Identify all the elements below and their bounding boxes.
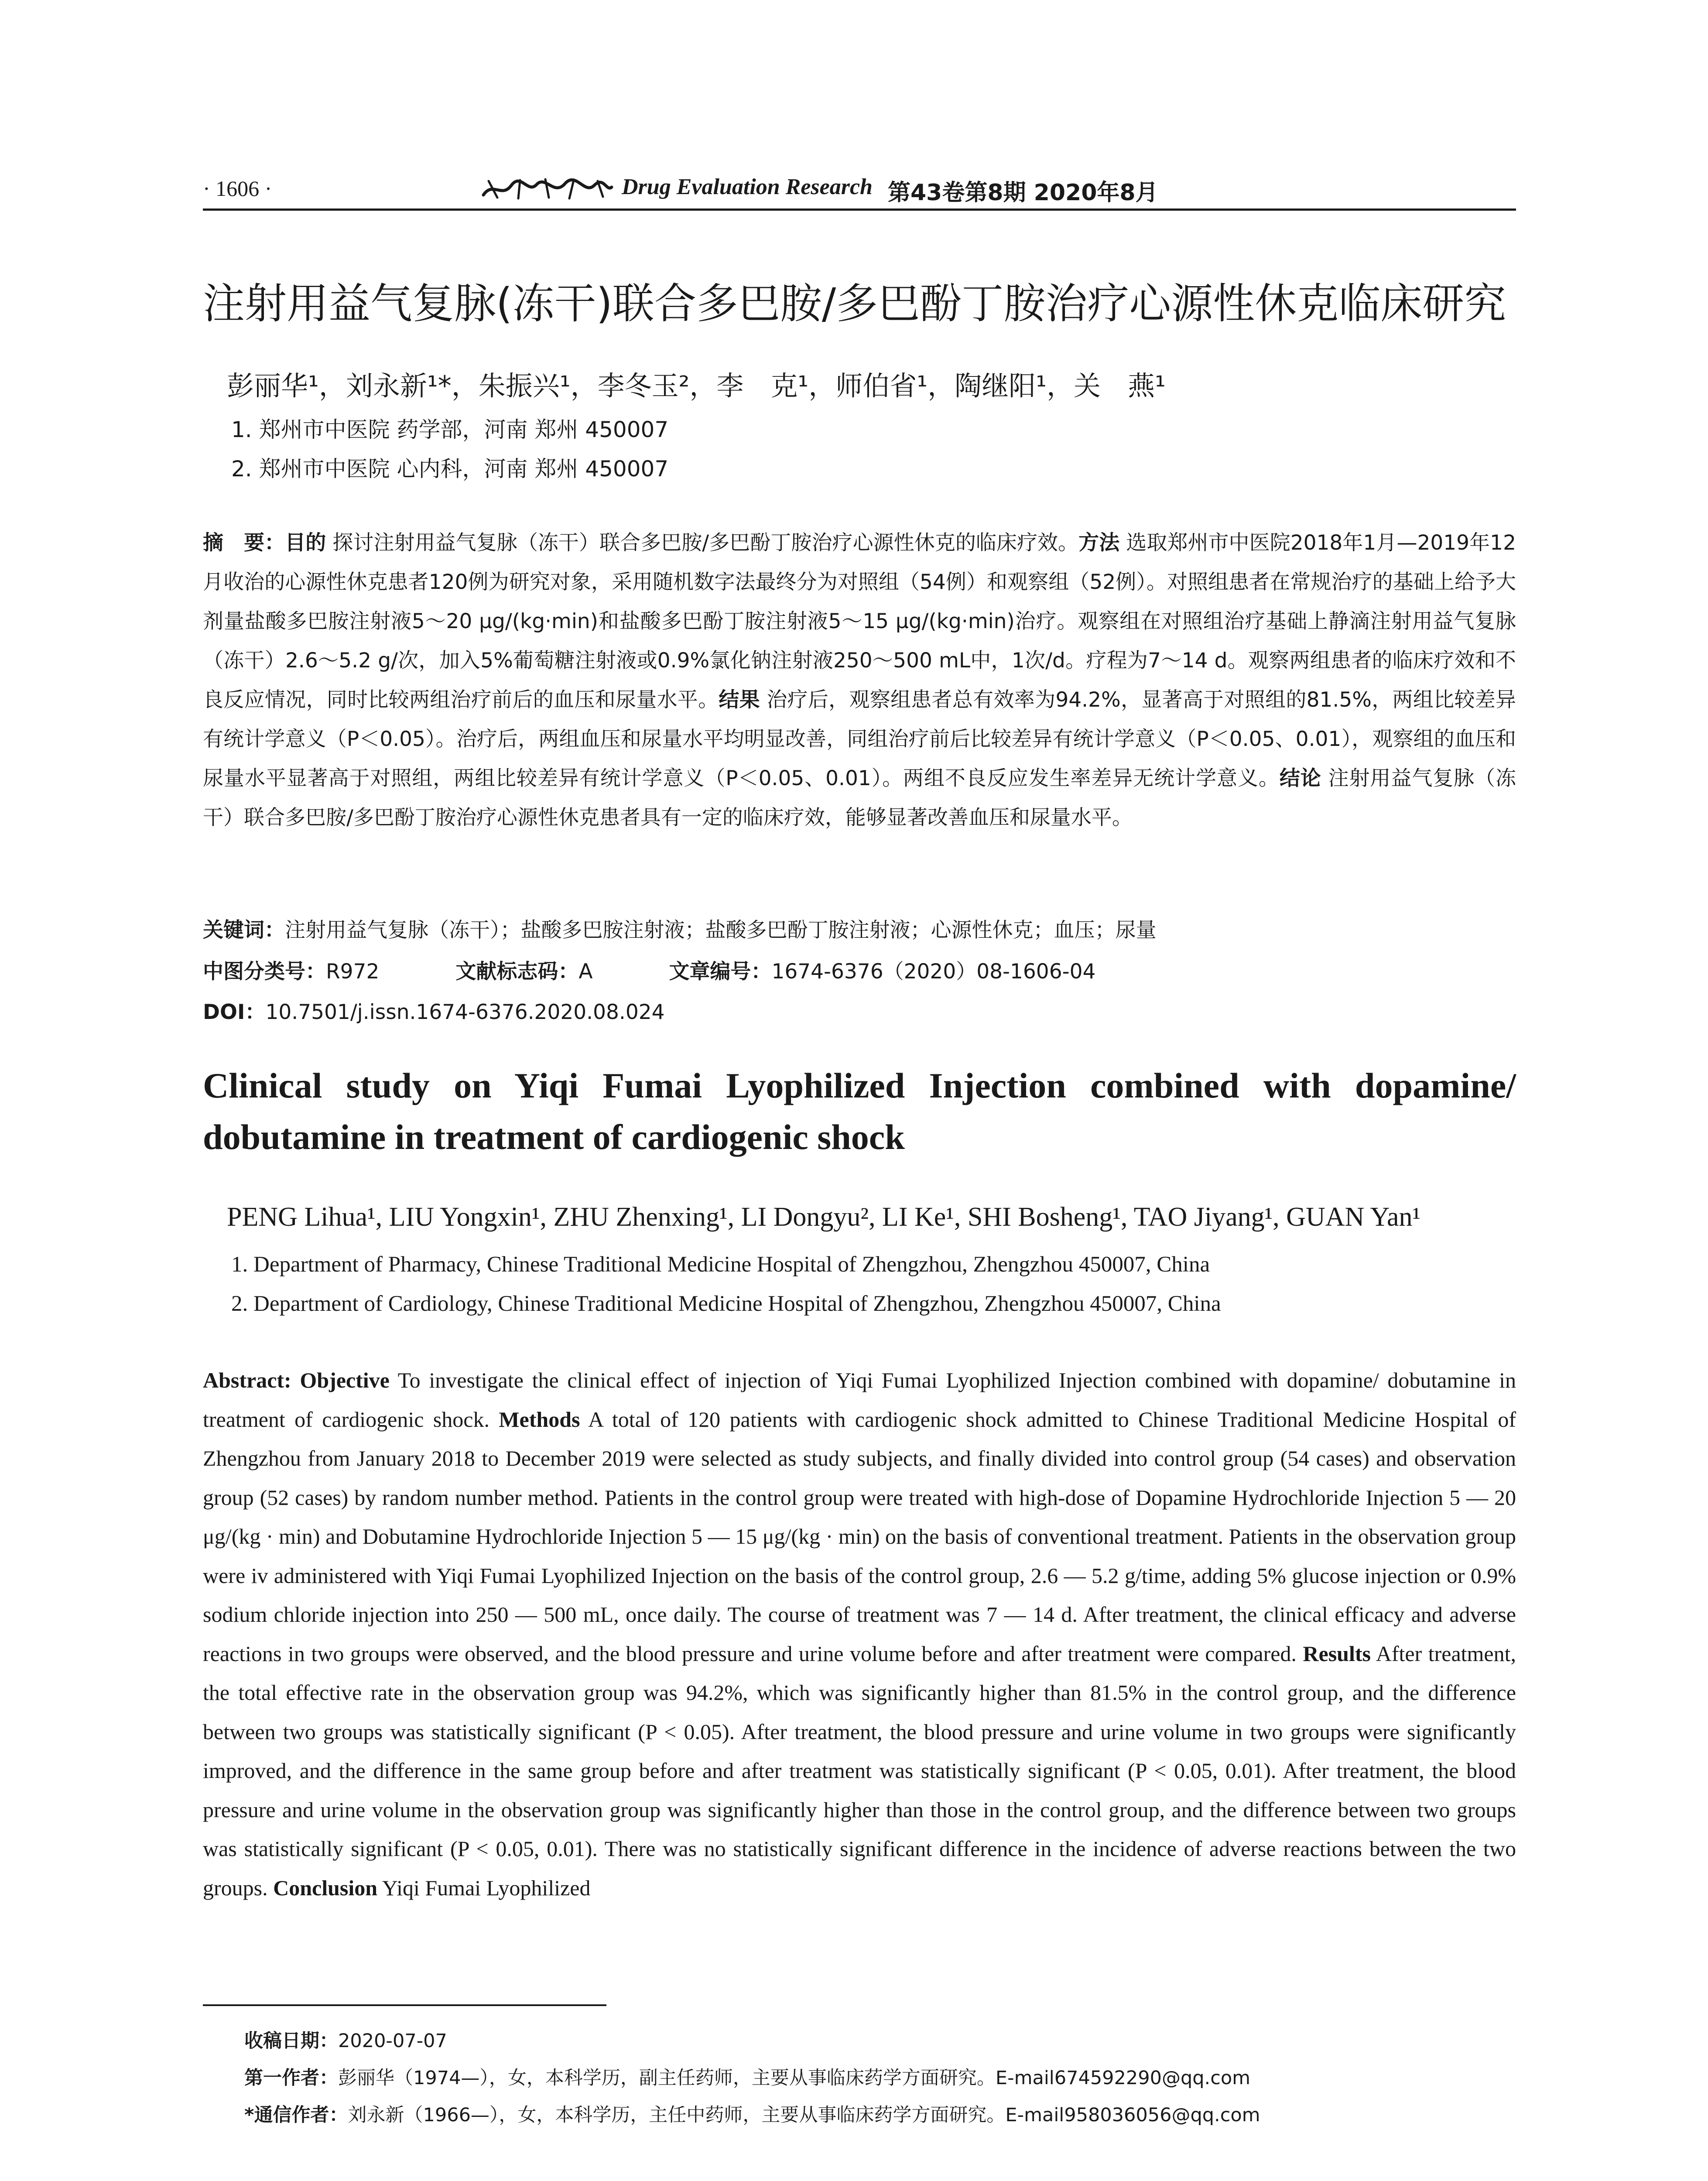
results-cn-text: 治疗后，观察组患者总有效率为94.2%，显著高于对照组的81.5%，两组比较差异有统计学意义（P＜0.05）。治疗后，两组血压和尿量水平均明显改善，同组治疗前后比较差异有统计学意义（P＜0.05、0.01），观察组的血压和尿量水平显著高于对照组，两组比较差异有统计学意义（P＜0.05、0.01）。两组不良反应发生率差异无统计学意义。	[203, 688, 1516, 790]
doc-code-value: A	[578, 960, 593, 984]
affiliation-cn-2: 2. 郑州市中医院 心内科，河南 郑州 450007	[231, 456, 669, 482]
conclusion-cn-label: 结论	[1279, 766, 1321, 790]
objective-cn-label: 目的	[285, 531, 326, 555]
running-header	[203, 168, 1516, 207]
affiliation-cn-1: 1. 郑州市中医院 药学部，河南 郑州 450007	[231, 417, 669, 442]
conclusion-en-text: Yiqi Fumai Lyophilized	[382, 1875, 591, 1900]
author-list-en: PENG Lihua¹, LIU Yongxin¹, ZHU Zhenxing¹, LI Dongyu², LI Ke¹, SHI Bosheng¹, TAO Jiyang¹, GUAN Yan¹	[227, 1202, 1421, 1232]
corresponding-label: *通信作者：	[244, 2104, 348, 2126]
keywords-value: 注射用益气复脉（冻干）；盐酸多巴胺注射液；盐酸多巴酚丁胺注射液；心源性休克；血压；尿量	[285, 918, 1157, 942]
footnote-received	[244, 2026, 447, 2053]
methods-cn-text: 选取郑州市中医院2018年1月—2019年12月收治的心源性休克患者120例为研究对象，采用随机数字法最终分为对照组（54例）和观察组（52例）。对照组患者在常规治疗的基础上给予大剂量盐酸多巴胺注射液5～20 μg/(kg·min)和盐酸多巴酚丁胺注射液5～15 μg/(kg·min)治疗。观察组在对照组治疗基础上静滴注射用益气复脉（冻干）2.6～5.2 g/次，加入5%葡萄糖注射液或0.9%氯化钠注射液250～500 mL中，1次/d。疗程为7～14 d。观察两组患者的临床疗效和不良反应情况，同时比较两组治疗前后的血压和尿量水平。	[203, 531, 1516, 712]
corresponding-value: 刘永新（1966—），女，本科学历，主任中药师，主要从事临床药学方面研究。E-mail958036056@qq.com	[348, 2104, 1260, 2126]
objective-cn-text: 探讨注射用益气复脉（冻干）联合多巴胺/多巴酚丁胺治疗心源性休克的临床疗效。	[332, 531, 1079, 555]
doi-value: 10.7501/j.issn.1674-6376.2020.08.024	[265, 1000, 665, 1024]
doi-label: DOI：	[203, 1000, 266, 1024]
doc-code-label: 文献标志码：	[455, 960, 579, 984]
clc-label: 中图分类号：	[203, 960, 326, 984]
keywords-line	[203, 914, 1157, 943]
affiliation-en-1: 1. Department of Pharmacy, Chinese Traditional Medicine Hospital of Zhengzhou, Zhengzhou 450007, China	[231, 1252, 1210, 1277]
objective-en-text: To investigate the clinical effect of injection of Yiqi Fumai Lyophilized Injection combined with dopamine/ dobutamine in treatment of cardiogenic shock.	[203, 1368, 1516, 1432]
footnote-rule	[203, 2004, 606, 2006]
doi-line	[203, 996, 665, 1025]
abstract-en	[203, 1361, 1516, 1908]
conclusion-cn-text: 注射用益气复脉（冻干）联合多巴胺/多巴酚丁胺治疗心源性休克患者具有一定的临床疗效，能够显著改善血压和尿量水平。	[203, 766, 1516, 830]
clc-value: R972	[326, 960, 380, 984]
results-cn-label: 结果	[719, 688, 760, 712]
first-author-label: 第一作者：	[244, 2067, 338, 2089]
methods-cn-label: 方法	[1078, 531, 1120, 555]
footnote-first-author	[244, 2063, 1250, 2090]
author-list-cn: 彭丽华¹，刘永新¹*，朱振兴¹，李冬玉²，李 克¹，师伯省¹，陶继阳¹，关 燕¹	[227, 370, 1166, 402]
journal-name: Drug Evaluation Research	[622, 174, 873, 199]
abstract-cn	[203, 523, 1516, 838]
article-title-en: Clinical study on Yiqi Fumai Lyophilized Injection combined with dopamine/ dobutamine in treatment of cardiogenic shock	[203, 1066, 1516, 1157]
received-label: 收稿日期：	[244, 2030, 338, 2052]
page-number: · 1606 ·	[203, 176, 272, 201]
abstract-cn-label: 摘 要：	[203, 531, 285, 555]
article-no-value: 1674-6376（2020）08-1606-04	[771, 960, 1096, 984]
journal-issue: 第43卷第8期 2020年8月	[888, 180, 1158, 206]
methods-en-text: A total of 120 patients with cardiogenic shock admitted to Chinese Traditional Medicine Hospital of Zhengzhou from January 2018 to December 2019 were selected as study subjects, and finally divided into control group (54 cases) and observation group (52 cases) by random number method. Patients in the control group were treated with high-dose of Dopamine Hydrochloride Injection 5 — 20 μg/(kg · min) and Dobutamine Hydrochloride Injection 5 — 15 μg/(kg · min) on the basis of conventional treatment. Patients in the observation group were iv administered with Yiqi Fumai Lyophilized Injection on the basis of the control group, 2.6 — 5.2 g/time, adding 5% glucose injection or 0.9% sodium chloride injection into 250 — 500 mL, once daily. The course of treatment was 7 — 14 d. After treatment, the clinical efficacy and adverse reactions in two groups were observed, and the blood pressure and urine volume before and after treatment were compared.	[203, 1407, 1516, 1666]
article-title-cn: 注射用益气复脉(冻干)联合多巴胺/多巴酚丁胺治疗心源性休克临床研究	[203, 279, 1506, 328]
received-value: 2020-07-07	[338, 2030, 447, 2052]
objective-en-label: Objective	[300, 1368, 390, 1392]
results-en-text: After treatment, the total effective rate in the observation group was 94.2%, which was significantly higher than 81.5% in the control group, and the difference between two groups was statistically significant (P < 0.05). After treatment, the blood pressure and urine volume in two groups were significantly improved, and the difference in the same group before and after treatment was statistically significant (P < 0.05, 0.01). After treatment, the blood pressure and urine volume in the observation group was significantly higher than those in the control group, and the difference between two groups was statistically significant (P < 0.05, 0.01). There was no statistically significant difference in the incidence of adverse reactions between the two groups.	[203, 1641, 1516, 1900]
classification-line	[203, 955, 1165, 985]
journal-logo	[480, 172, 615, 203]
affiliation-en-2: 2. Department of Cardiology, Chinese Traditional Medicine Hospital of Zhengzhou, Zhengzhou 450007, China	[231, 1292, 1221, 1316]
abstract-en-label: Abstract:	[203, 1368, 291, 1392]
results-en-label: Results	[1303, 1641, 1371, 1666]
header-rule	[203, 209, 1516, 211]
conclusion-en-label: Conclusion	[273, 1875, 378, 1900]
article-no-label: 文章编号：	[669, 960, 772, 984]
keywords-label: 关键词：	[203, 918, 285, 942]
methods-en-label: Methods	[499, 1407, 580, 1432]
first-author-value: 彭丽华（1974—），女，本科学历，副主任药师，主要从事临床药学方面研究。E-mail674592290@qq.com	[338, 2067, 1251, 2089]
footnote-corresponding	[244, 2100, 1260, 2127]
